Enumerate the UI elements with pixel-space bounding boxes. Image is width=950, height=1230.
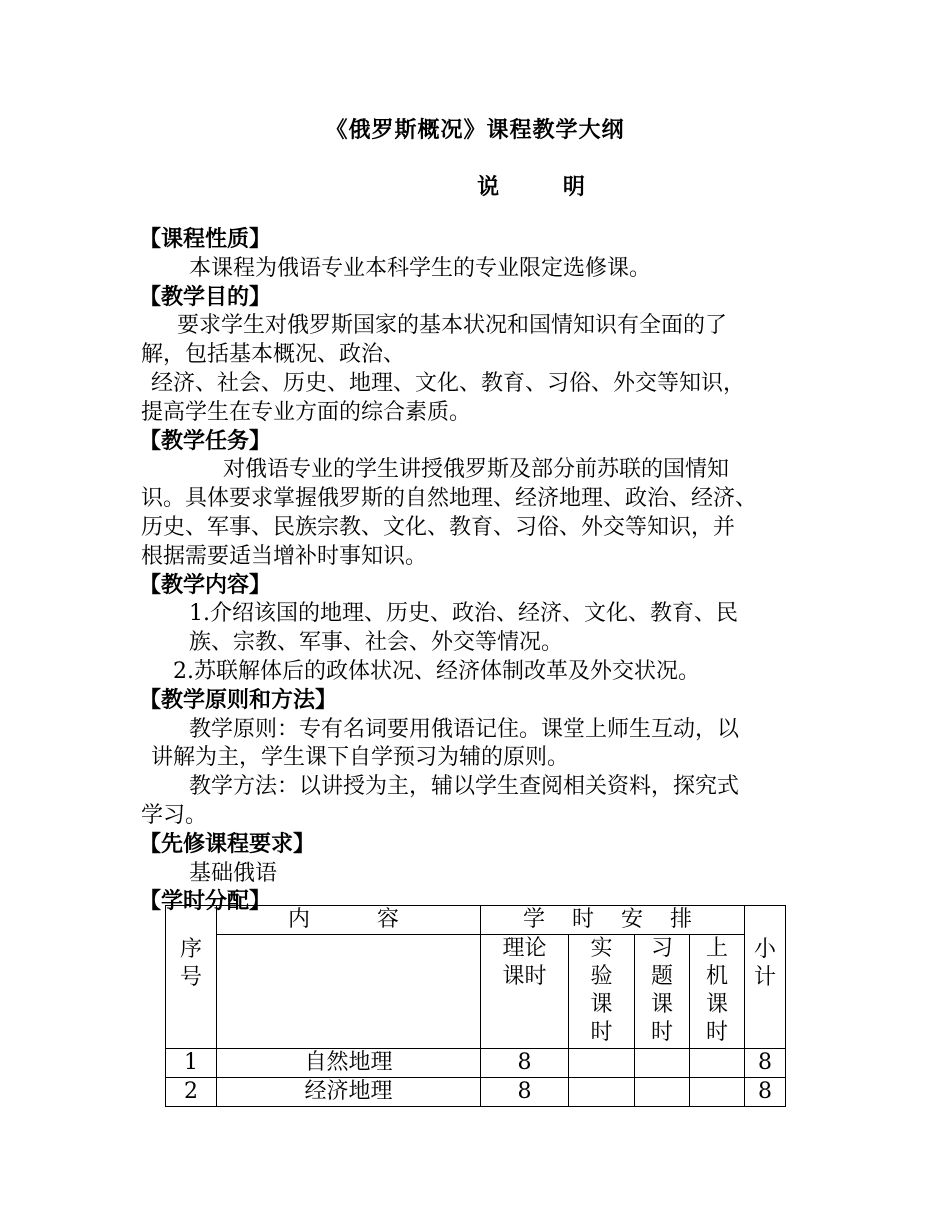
header-schedule: 学 时 安 排 [481,906,745,935]
header-content-blank [217,935,481,1049]
paragraph-line: 经济、社会、历史、地理、文化、教育、习俗、外交等知识， [151,370,746,396]
cell-exercise [635,1078,690,1107]
header-theory: 理论课时 [481,935,569,1049]
paragraph-line: 解，包括基本概况、政治、 [141,342,406,368]
cell-content: 自然地理 [217,1049,481,1078]
paragraph-line: 教学原则：专有名词要用俄语记住。课堂上师生互动，以 [189,716,740,742]
header-seq: 序号 [166,906,217,1049]
header-subtotal: 小计 [745,906,786,1049]
cell-computer [690,1049,745,1078]
cell-experiment [569,1049,635,1078]
paragraph-line: 讲解为主，学生课下自学预习为辅的原则。 [151,745,570,771]
paragraph-line: 学习。 [141,802,208,828]
list-item: 1.介绍该国的地理、历史、政治、经济、文化、教育、民 [189,601,738,627]
section-heading-hours: 【学时分配】 [139,889,272,915]
section-heading-content: 【教学内容】 [139,572,272,598]
cell-experiment [569,1078,635,1107]
header-exercise: 习题课时 [635,935,690,1049]
cell-seq: 2 [166,1078,217,1107]
paragraph-line: 要求学生对俄罗斯国家的基本状况和国情知识有全面的了 [177,313,728,339]
hours-table [165,905,786,1107]
paragraph-line: 提高学生在专业方面的综合素质。 [141,399,472,425]
section-heading-purpose: 【教学目的】 [139,284,272,310]
table-row [166,1049,786,1078]
section-heading-principles: 【教学原则和方法】 [139,687,338,713]
cell-exercise [635,1049,690,1078]
cell-seq: 1 [166,1049,217,1078]
table-subheader-row [166,935,786,1049]
cell-theory: 8 [481,1049,569,1078]
header-experiment: 实验课时 [569,935,635,1049]
cell-subtotal: 8 [745,1078,786,1107]
cell-subtotal: 8 [745,1049,786,1078]
header-content: 内 容 [217,906,481,935]
document-subtitle: 说 明 [477,175,613,200]
table-header-row [166,906,786,935]
cell-computer [690,1078,745,1107]
list-item-continuation: 族、宗教、军事、社会、外交等情况。 [189,630,564,656]
paragraph-line: 基础俄语 [189,860,278,886]
paragraph-line: 本课程为俄语专业本科学生的专业限定选修课。 [189,255,652,281]
table-row [166,1078,786,1107]
header-computer: 上机课时 [690,935,745,1049]
list-item: 2.苏联解体后的政体状况、经济体制改革及外交状况。 [173,658,700,684]
paragraph-line: 根据需要适当增补时事知识。 [141,543,428,569]
paragraph-line: 教学方法：以讲授为主，辅以学生查阅相关资料，探究式 [189,774,740,800]
paragraph-line: 对俄语专业的学生讲授俄罗斯及部分前苏联的国情知 [223,457,730,483]
cell-theory: 8 [481,1078,569,1107]
cell-content: 经济地理 [217,1078,481,1107]
section-heading-prereq: 【先修课程要求】 [139,831,316,857]
section-heading-tasks: 【教学任务】 [139,428,272,454]
document-title: 《俄罗斯概况》课程教学大纲 [325,118,625,143]
paragraph-line: 识。具体要求掌握俄罗斯的自然地理、经济地理、政治、经济、 [141,486,758,512]
paragraph-line: 历史、军事、民族宗教、文化、教育、习俗、外交等知识，并 [141,514,736,540]
section-heading-nature: 【课程性质】 [139,227,272,252]
document-body [141,226,831,917]
